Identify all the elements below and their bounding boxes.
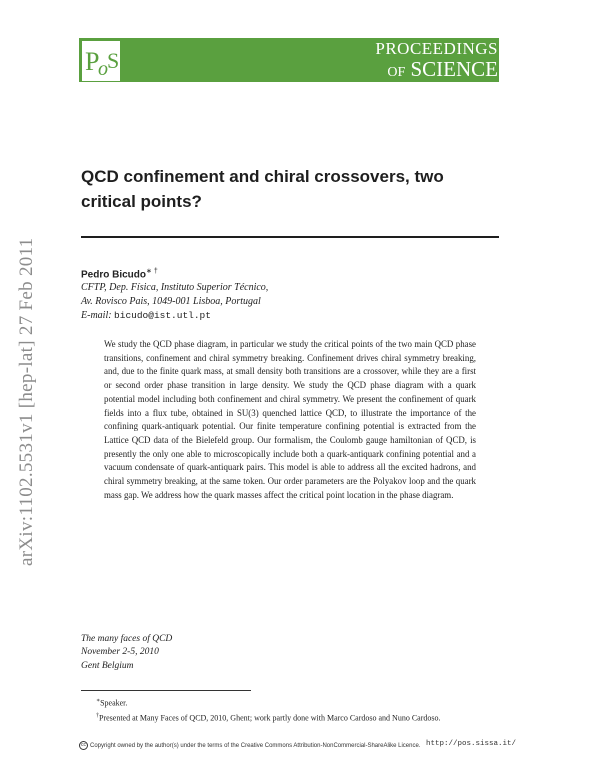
logo-proceedings: PROCEEDINGS <box>375 39 498 58</box>
footnote: †Presented at Many Faces of QCD, 2010, Ghent; work partly done with Marco Cardoso and Nuno Cardoso. <box>96 712 441 723</box>
pos-url[interactable]: http://pos.sissa.it/ <box>426 740 517 748</box>
affiliation-line: CFTP, Dep. Física, Instituto Superior Técnico, <box>81 282 269 293</box>
arxiv-stamp: arXiv:1102.5531v1 [hep-lat] 27 Feb 2011 <box>16 237 37 566</box>
conference-place: Gent Belgium <box>81 660 134 671</box>
affiliation-line: Av. Rovisco Pais, 1049-001 Lisboa, Portugal <box>81 296 261 307</box>
license-text: Copyright owned by the author(s) under the terms of the Creative Commons Attribution-NonCommercial-ShareAlike Licence. <box>90 743 421 750</box>
license-footer <box>79 741 420 750</box>
footnote: ∗Speaker. <box>96 698 128 708</box>
author-footnote-marks: ∗ † <box>146 268 158 275</box>
conference-name: The many faces of QCD <box>81 634 173 644</box>
creative-commons-icon: cc <box>81 742 86 748</box>
paper-title: QCD confinement and chiral crossovers, two critical points? <box>81 167 444 211</box>
footnotes <box>96 695 496 724</box>
pos-logo-icon <box>83 42 119 80</box>
abstract: We study the QCD phase diagram, in particular we study the critical points of the two main QCD phase transitions, confinement and chiral symmetry breaking. Confinement drives chiral symmetry breaking, and, due to the finite quark mass, at small density both transitions are a crossover, while they are a first or second order phase transition in large density. We study the QCD phase diagram with a quark potential model including both confinement and chiral symmetry. We present the confinement of quark fields into a flux tube, obtained in SU(3) quenched lattice QCD, to illustrate the importance of the confining quark-antiquark potential. Our finite temperature confining potential is extracted from the Lattice QCD data of the Bielefeld group. Our formalism, the Coulomb gauge hamiltonian of QCD, is presently the only one able to microscopically include both a quark-antiquark confining potential and a vacuum condensate of quark-antiquark pairs. This model is able to address all the excited hadrons, and chiral symmetry breaking, at the same token. Our order parameters are the Polyakov loop and the quark mass gap. We address how the quark masses affect the critical point location in the phase diagram. <box>104 339 476 500</box>
conference-info <box>81 633 172 673</box>
svg-text:o: o <box>98 58 108 80</box>
author-name: Pedro Bicudo∗ † <box>81 268 158 281</box>
svg-text:P: P <box>85 47 100 76</box>
affiliation <box>81 281 268 323</box>
title-rule <box>81 236 499 238</box>
email-address[interactable]: bicudo@ist.utl.pt <box>114 310 211 321</box>
svg-text:S: S <box>107 48 119 73</box>
footnote-rule <box>81 690 251 691</box>
email-line: E-mail: bicudo@ist.utl.pt <box>81 310 211 321</box>
logo-of-science: OF SCIENCE <box>387 57 498 81</box>
pos-logo-wordmark <box>374 39 498 83</box>
conference-dates: November 2-5, 2010 <box>81 647 159 658</box>
pos-logo-mark <box>81 40 121 82</box>
